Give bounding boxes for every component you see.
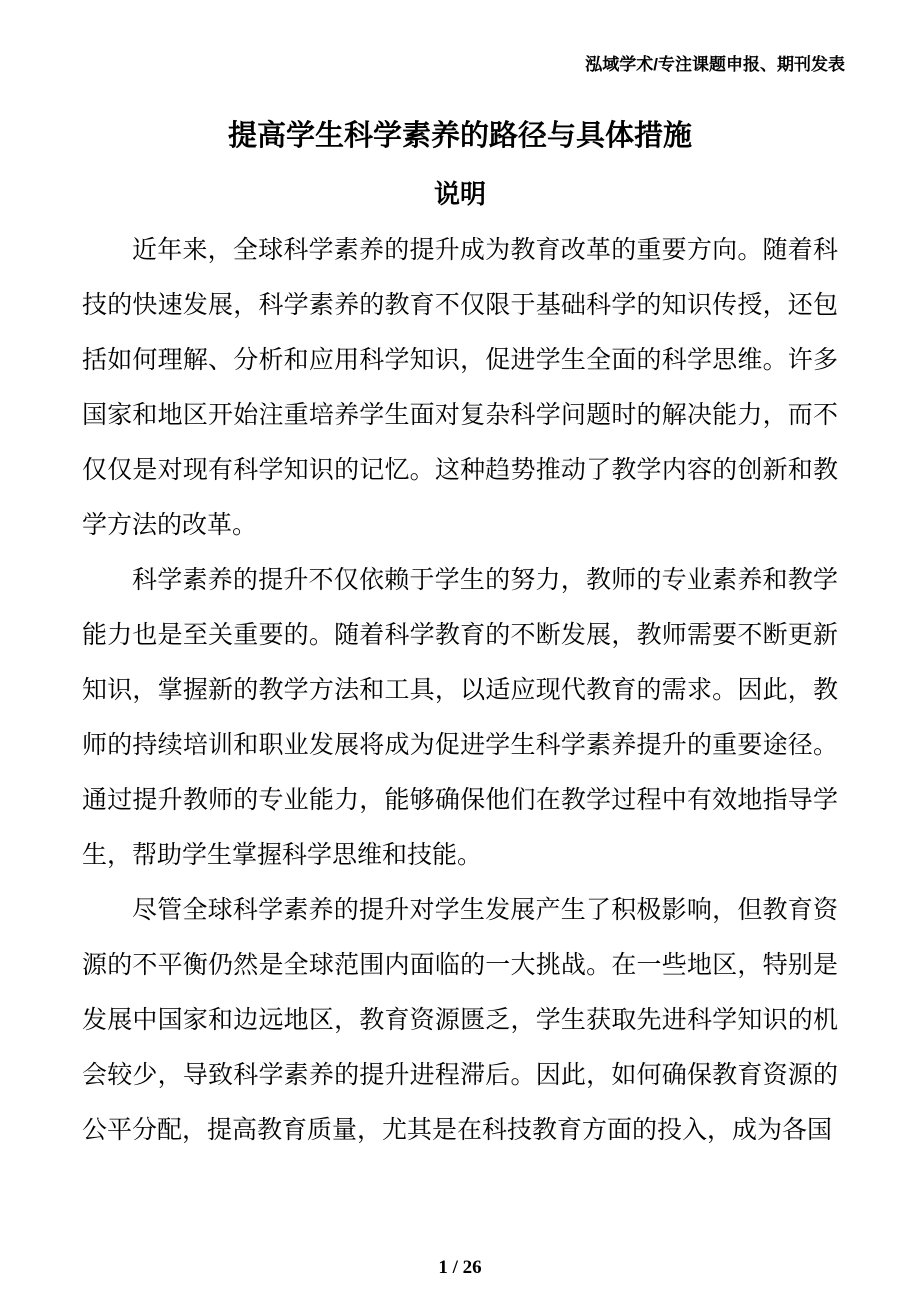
document-title: 提高学生科学素养的路径与具体措施 bbox=[227, 120, 692, 152]
paragraph-2: 科学素养的提升不仅依赖于学生的努力，教师的专业素养和教学能力也是至关重要的。随着科学教育的不断发展，教师需要不断更新知识，掌握新的教学方法和工具，以适应现代教育的需求。因此，教师的持续培训和职业发展将成为促进学生科学素养提升的重要途径。通过提升教师的专业能力，能够确保他们在教学过程中有效地指导学生，帮助学生掌握科学思维和技能。 bbox=[82, 567, 838, 869]
section-heading: 说明 bbox=[433, 179, 486, 209]
brand-text: 泓域学术/专注课题申报、期刊发表 bbox=[585, 55, 845, 74]
page-header bbox=[75, 52, 845, 78]
paragraph-1: 近年来，全球科学素养的提升成为教育改革的重要方向。随着科技的快速发展，科学素养的教育不仅限于基础科学的知识传授，还包括如何理解、分析和应用科学知识，促进学生全面的科学思维。许多国家和地区开始注重培养学生面对复杂科学问题时的解决能力，而不仅仅是对现有科学知识的记忆。这种趋势推动了教学内容的创新和教学方法的改革。 bbox=[82, 237, 838, 539]
document-body bbox=[82, 223, 838, 1158]
page-number: 1 / 26 bbox=[438, 1257, 482, 1278]
paragraph-3: 尽管全球科学素养的提升对学生发展产生了积极影响，但教育资源的不平衡仍然是全球范围内面临的一大挑战。在一些地区，特别是发展中国家和边远地区，教育资源匮乏，学生获取先进科学知识的机会较少，导致科学素养的提升进程滞后。因此，如何确保教育资源的公平分配，提高教育质量，尤其是在科技教育方面的投入，成为各国 bbox=[82, 897, 838, 1144]
page-footer bbox=[0, 1255, 920, 1281]
